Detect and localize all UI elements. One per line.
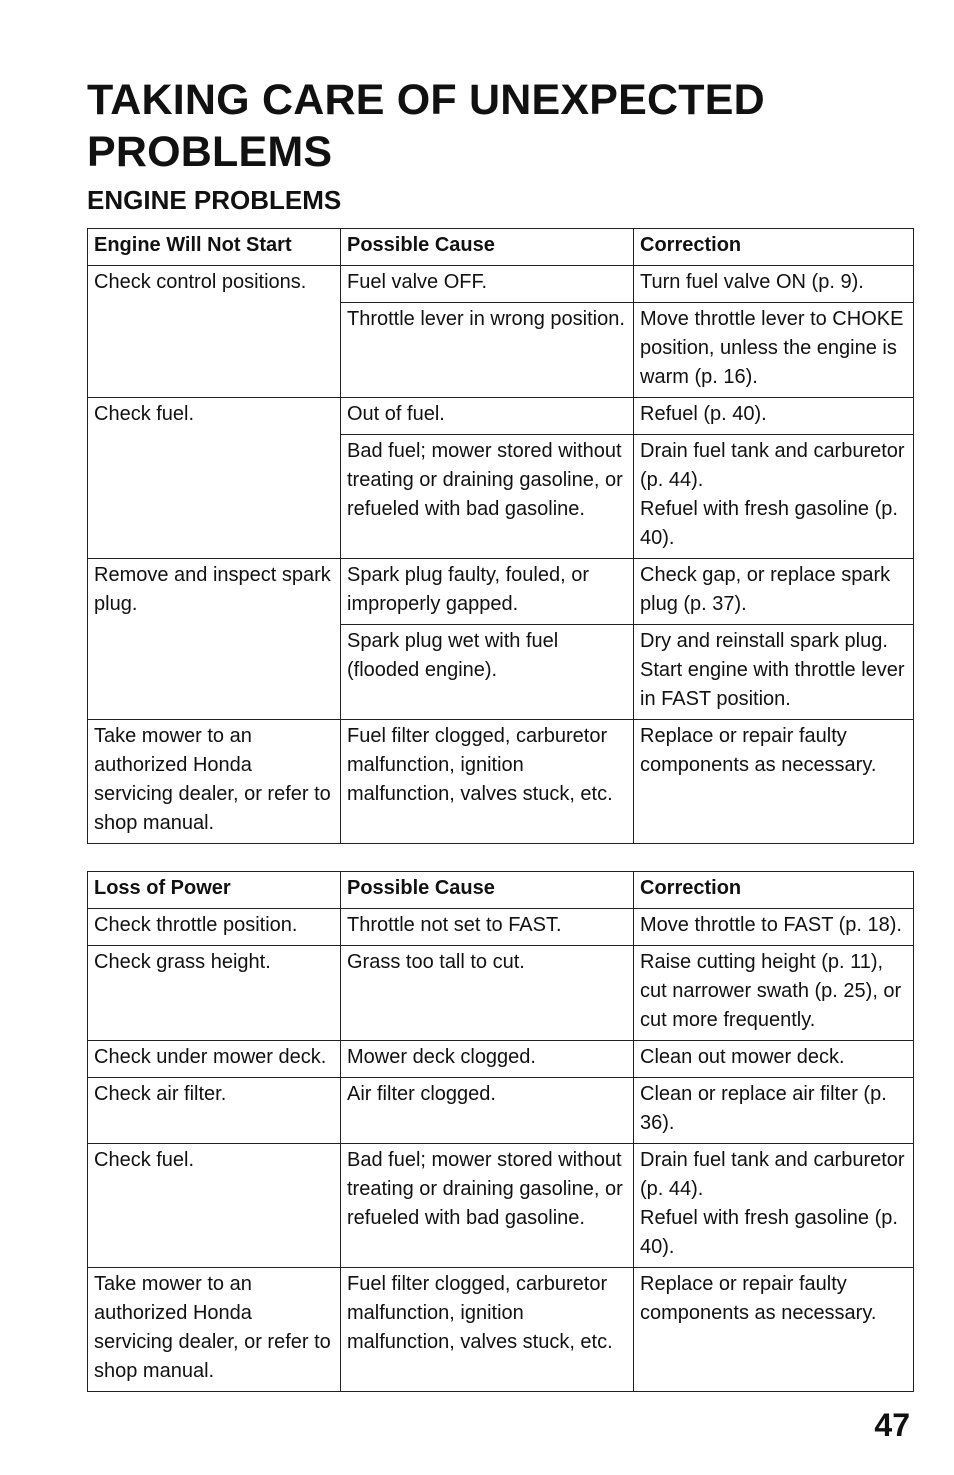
table-row bbox=[88, 1144, 914, 1268]
check-cell: Remove and inspect spark plug. bbox=[88, 559, 341, 720]
correction-cell: Move throttle to FAST (p. 18). bbox=[634, 909, 914, 946]
check-cell: Check air filter. bbox=[88, 1078, 341, 1144]
check-cell: Check fuel. bbox=[88, 1144, 341, 1268]
correction-cell: Refuel (p. 40). bbox=[634, 398, 914, 435]
table-row bbox=[88, 1078, 914, 1144]
check-cell: Check fuel. bbox=[88, 398, 341, 559]
cause-cell: Fuel valve OFF. bbox=[341, 266, 634, 303]
correction-cell: Raise cutting height (p. 11), cut narrower swath (p. 25), or cut more frequently. bbox=[634, 946, 914, 1041]
page-number: 47 bbox=[874, 1407, 910, 1443]
cause-cell: Throttle not set to FAST. bbox=[341, 909, 634, 946]
correction-cell: Replace or repair faulty components as necessary. bbox=[634, 720, 914, 844]
check-cell: Check grass height. bbox=[88, 946, 341, 1041]
cause-cell: Bad fuel; mower stored without treating or draining gasoline, or refueled with bad gasoline. bbox=[341, 435, 634, 559]
cause-cell: Air filter clogged. bbox=[341, 1078, 634, 1144]
correction-cell: Dry and reinstall spark plug. Start engine with throttle lever in FAST position. bbox=[634, 625, 914, 720]
table-row bbox=[88, 559, 914, 625]
header-possible-cause: Possible Cause bbox=[341, 229, 634, 266]
correction-cell: Turn fuel valve ON (p. 9). bbox=[634, 266, 914, 303]
header-correction: Correction bbox=[634, 872, 914, 909]
check-cell: Check throttle position. bbox=[88, 909, 341, 946]
table-header-row bbox=[88, 229, 914, 266]
cause-cell: Fuel filter clogged, carburetor malfunction, ignition malfunction, valves stuck, etc. bbox=[341, 720, 634, 844]
table-row bbox=[88, 266, 914, 303]
table-row bbox=[88, 398, 914, 435]
table-header-row bbox=[88, 872, 914, 909]
cause-cell: Mower deck clogged. bbox=[341, 1041, 634, 1078]
cause-cell: Spark plug wet with fuel (flooded engine). bbox=[341, 625, 634, 720]
check-cell: Check under mower deck. bbox=[88, 1041, 341, 1078]
cause-cell: Out of fuel. bbox=[341, 398, 634, 435]
cause-cell: Fuel filter clogged, carburetor malfunction, ignition malfunction, valves stuck, etc. bbox=[341, 1268, 634, 1392]
section-title: ENGINE PROBLEMS bbox=[87, 185, 342, 215]
page-title: TAKING CARE OF UNEXPECTED PROBLEMS bbox=[87, 76, 765, 176]
check-cell: Take mower to an authorized Honda servicing dealer, or refer to shop manual. bbox=[88, 720, 341, 844]
correction-cell: Clean out mower deck. bbox=[634, 1041, 914, 1078]
engine-will-not-start-table bbox=[87, 228, 914, 844]
loss-of-power-table bbox=[87, 871, 914, 1392]
table-row bbox=[88, 946, 914, 1041]
cause-cell: Grass too tall to cut. bbox=[341, 946, 634, 1041]
cause-cell: Bad fuel; mower stored without treating or draining gasoline, or refueled with bad gasoline. bbox=[341, 1144, 634, 1268]
check-cell: Check control positions. bbox=[88, 266, 341, 398]
header-correction: Correction bbox=[634, 229, 914, 266]
correction-cell: Move throttle lever to CHOKE position, unless the engine is warm (p. 16). bbox=[634, 303, 914, 398]
table-row bbox=[88, 909, 914, 946]
cause-cell: Spark plug faulty, fouled, or improperly gapped. bbox=[341, 559, 634, 625]
table-row bbox=[88, 1041, 914, 1078]
table-row bbox=[88, 1268, 914, 1392]
correction-cell: Drain fuel tank and carburetor (p. 44). Refuel with fresh gasoline (p. 40). bbox=[634, 1144, 914, 1268]
correction-cell: Check gap, or replace spark plug (p. 37). bbox=[634, 559, 914, 625]
cause-cell: Throttle lever in wrong position. bbox=[341, 303, 634, 398]
correction-cell: Clean or replace air filter (p. 36). bbox=[634, 1078, 914, 1144]
check-cell: Take mower to an authorized Honda servicing dealer, or refer to shop manual. bbox=[88, 1268, 341, 1392]
correction-cell: Replace or repair faulty components as necessary. bbox=[634, 1268, 914, 1392]
table-row bbox=[88, 720, 914, 844]
header-possible-cause: Possible Cause bbox=[341, 872, 634, 909]
header-symptom: Loss of Power bbox=[88, 872, 341, 909]
header-symptom: Engine Will Not Start bbox=[88, 229, 341, 266]
correction-cell: Drain fuel tank and carburetor (p. 44). Refuel with fresh gasoline (p. 40). bbox=[634, 435, 914, 559]
